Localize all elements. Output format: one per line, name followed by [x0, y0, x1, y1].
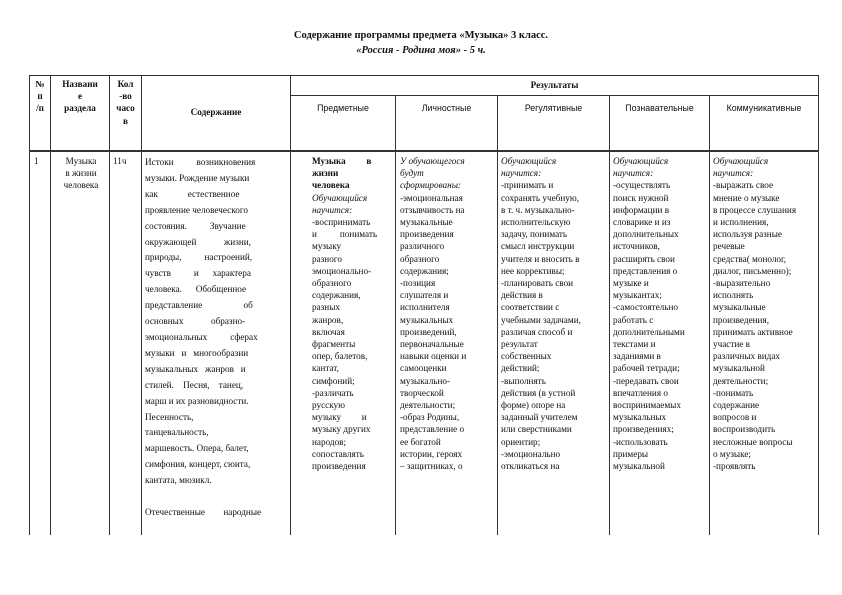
communicative-body: -выражать свое мнение о музыке в процессе слушания и исполнения, используя разные речевые средства( монолог, диалог, письменно); -выразительно исполнять музыкальные произведения, принимать активное участие в различных видах музыкальной деятельности; -понимать содержание вопросов и воспроизводить несложные вопросы о музыке; -проявлять — [713, 180, 797, 472]
cell-regulatory — [501, 155, 608, 535]
cell-subject — [312, 155, 394, 535]
personal-body: -эмоциональная отзывчивость на музыкальные произведения различного образного содержания; -позиция слушателя и исполнителя музыкальных произведений, первоначальные навыки оценки и самооценки музыкально- творческой деятельности; -образ Родины, представление о ее богатой истории, героях – защитниках, о — [400, 192, 467, 472]
header-subject: Предметные — [317, 103, 369, 113]
header-hours: Кол -во часо в — [116, 79, 135, 126]
header-section: Названи е раздела — [62, 79, 98, 114]
subject-heading: Музыка в жизни человека — [312, 156, 372, 191]
cell-personal — [400, 155, 496, 535]
communicative-intro: Обучающийся научится: — [713, 156, 769, 179]
row-section: Музыка в жизни человека — [63, 156, 99, 191]
cognitive-intro: Обучающийся научится: — [613, 156, 669, 179]
header-results: Результаты — [530, 80, 579, 90]
page-subtitle: «Россия - Родина моя» - 5 ч. — [356, 45, 486, 56]
header-cognitive: Познавательные — [625, 103, 694, 113]
personal-intro: У обучающегося будут сформированы: — [400, 156, 465, 191]
regulatory-body: -принимать и сохранять учебную, в т. ч. музыкально- исполнительскую задачу, понимать смысл инструкции учителя и вносить в нее коррективы; -планировать свои действия в соответствии с учебными задачами, различая способ и результат собственных действий; -выполнять действия (в устной форме) опоре на заданный учителем или сверстниками ориентир; -эмоционально откликаться на — [501, 180, 581, 472]
page-title: Содержание программы предмета «Музыка» 3 класс. — [293, 30, 549, 41]
regulatory-intro: Обучающийся научится: — [501, 156, 557, 179]
header-regulatory: Регулятивные — [524, 103, 583, 113]
cognitive-body: -осуществлять поиск нужной информации в словарике и из дополнительных источников, расширять свои представления о музыке и музыкантах; -самостоятельно работать с дополнительными текстами и заданиями в рабочей тетради; -передавать свои впечатления о воспринимаемых музыкальных произведениях; -использовать примеры музыкальной — [613, 180, 685, 472]
header-content: Содержание — [190, 107, 242, 117]
cell-cognitive — [613, 155, 708, 535]
subject-intro: Обучающийся научится: — [312, 192, 368, 215]
cell-communicative — [713, 155, 817, 535]
row-hours: 11ч — [113, 156, 127, 166]
row-content: Истоки возникновения музыки. Рождение музыки как естественное проявление человеческого состояния. Звучание окружающей жизни, природы, настроений, чувств и характера человека. Обобщенное представление об основных образно- эмоциональных сферах музыки и многообразии музыкальных жанров и стилей. Песня, танец, марш и их разновидности. Песенность, танцевальность, маршевость. Опера, балет, симфония, концерт, сюита, кантата, мюзикл. Отечественные народные — [145, 157, 262, 517]
subject-body: -воспринимать и понимать музыку разного эмоционально- образного содержания, разных жанров, включая фрагменты опер, балетов, кантат, симфоний; -различать русскую музыку и музыку других народов; сопоставлять произведения — [312, 217, 378, 472]
row-num: 1 — [34, 156, 39, 166]
header-personal: Личностные — [421, 103, 472, 113]
header-num: № п /п — [35, 79, 45, 114]
header-communicative: Коммуникативные — [726, 103, 802, 113]
